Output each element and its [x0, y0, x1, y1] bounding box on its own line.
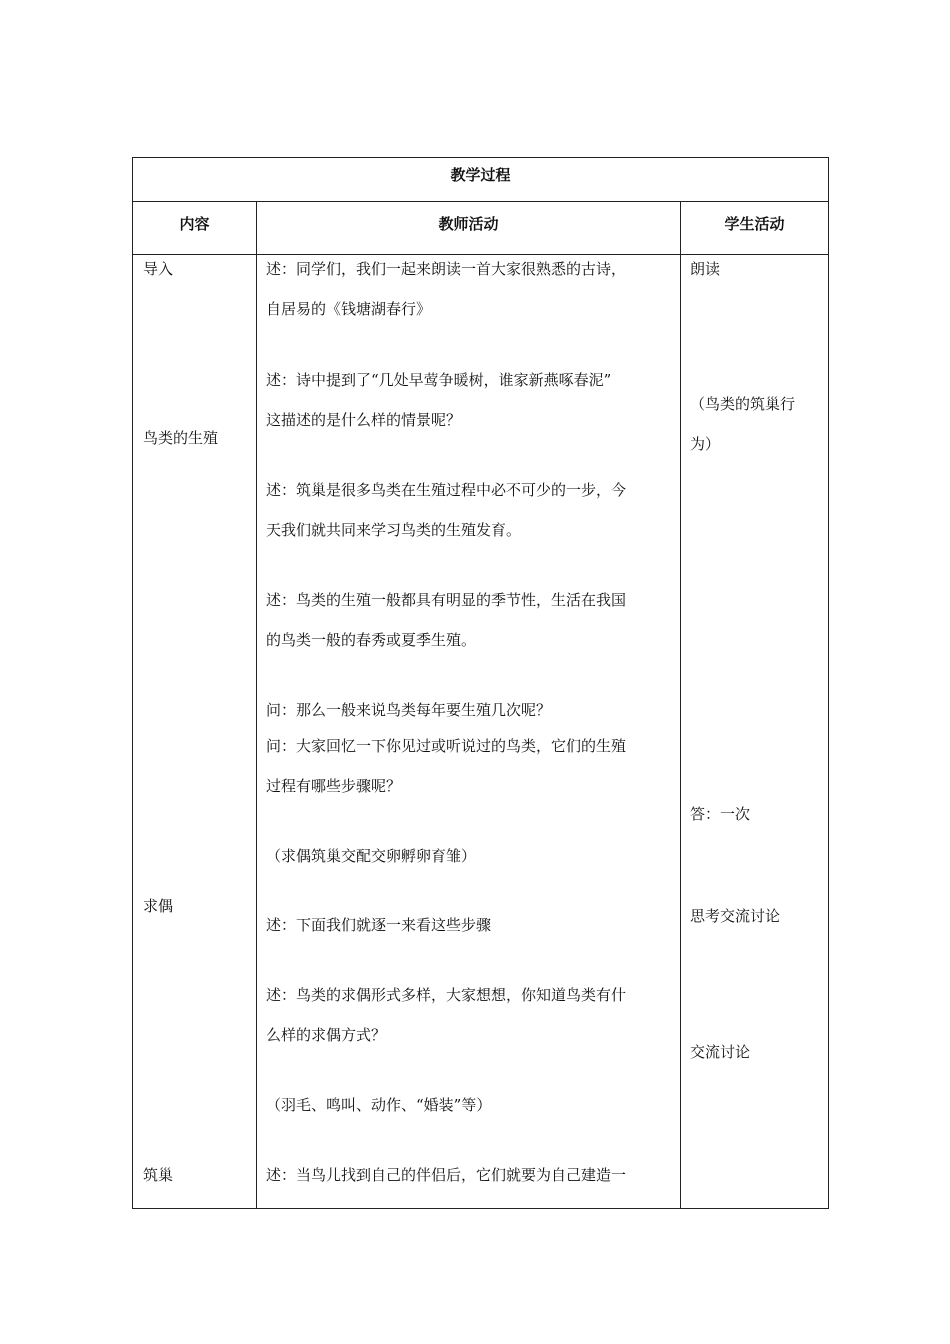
row-divider	[133, 254, 828, 255]
teacher-line: 述：当鸟儿找到自己的伴侣后，它们就要为自己建造一	[266, 1166, 627, 1184]
column-divider	[256, 201, 257, 1208]
teacher-line: 问：大家回忆一下你见过或听说过的鸟类，它们的生殖	[266, 737, 627, 755]
teacher-line: （羽毛、鸣叫、动作、“婚装”等）	[266, 1096, 492, 1114]
table-title: 教学过程	[450, 166, 511, 184]
student-line: （鸟类的筑巢行	[690, 395, 796, 413]
teacher-line: （求偶筑巢交配交卵孵卵育雏）	[266, 847, 477, 865]
content-item: 筑巢	[143, 1166, 174, 1184]
teacher-line: 述：同学们，我们一起来朗读一首大家很熟悉的古诗，	[266, 260, 627, 278]
teacher-line: 述：鸟类的求偶形式多样，大家想想，你知道鸟类有什	[266, 986, 627, 1004]
teacher-line: 过程有哪些步骤呢？	[266, 777, 402, 795]
column-divider	[680, 201, 681, 1208]
student-line: 为）	[690, 435, 721, 453]
content-item: 鸟类的生殖	[143, 429, 219, 447]
teacher-line: 天我们就共同来学习鸟类的生殖发育。	[266, 521, 522, 539]
teacher-line: 述：鸟类的生殖一般都具有明显的季节性，生活在我国	[266, 591, 627, 609]
teacher-line: 自居易的《钱塘湖春行》	[266, 300, 432, 318]
row-divider	[133, 201, 828, 202]
teacher-line: 这描述的是什么样的情景呢？	[266, 411, 462, 429]
header-content: 内容	[179, 215, 210, 233]
student-line: 思考交流讨论	[690, 907, 781, 925]
teacher-line: 述：筑巢是很多鸟类在生殖过程中必不可少的一步，今	[266, 481, 627, 499]
student-line: 答：一次	[690, 805, 751, 823]
teacher-line: 述：下面我们就逐一来看这些步骤	[266, 916, 492, 934]
header-teacher-activity: 教师活动	[438, 215, 499, 233]
teacher-line: 的鸟类一般的春秀或夏季生殖。	[266, 631, 477, 649]
student-line: 交流讨论	[690, 1043, 751, 1061]
student-line: 朗读	[690, 260, 721, 278]
content-item: 导入	[143, 260, 174, 278]
content-item: 求偶	[143, 897, 174, 915]
teacher-line: 么样的求偶方式？	[266, 1026, 387, 1044]
teacher-line: 述：诗中提到了“几处早莺争暖树，谁家新燕啄春泥”	[266, 371, 612, 389]
teaching-process-table	[132, 157, 829, 1209]
header-student-activity: 学生活动	[724, 215, 785, 233]
teacher-line: 问：那么一般来说鸟类每年要生殖几次呢？	[266, 701, 552, 719]
